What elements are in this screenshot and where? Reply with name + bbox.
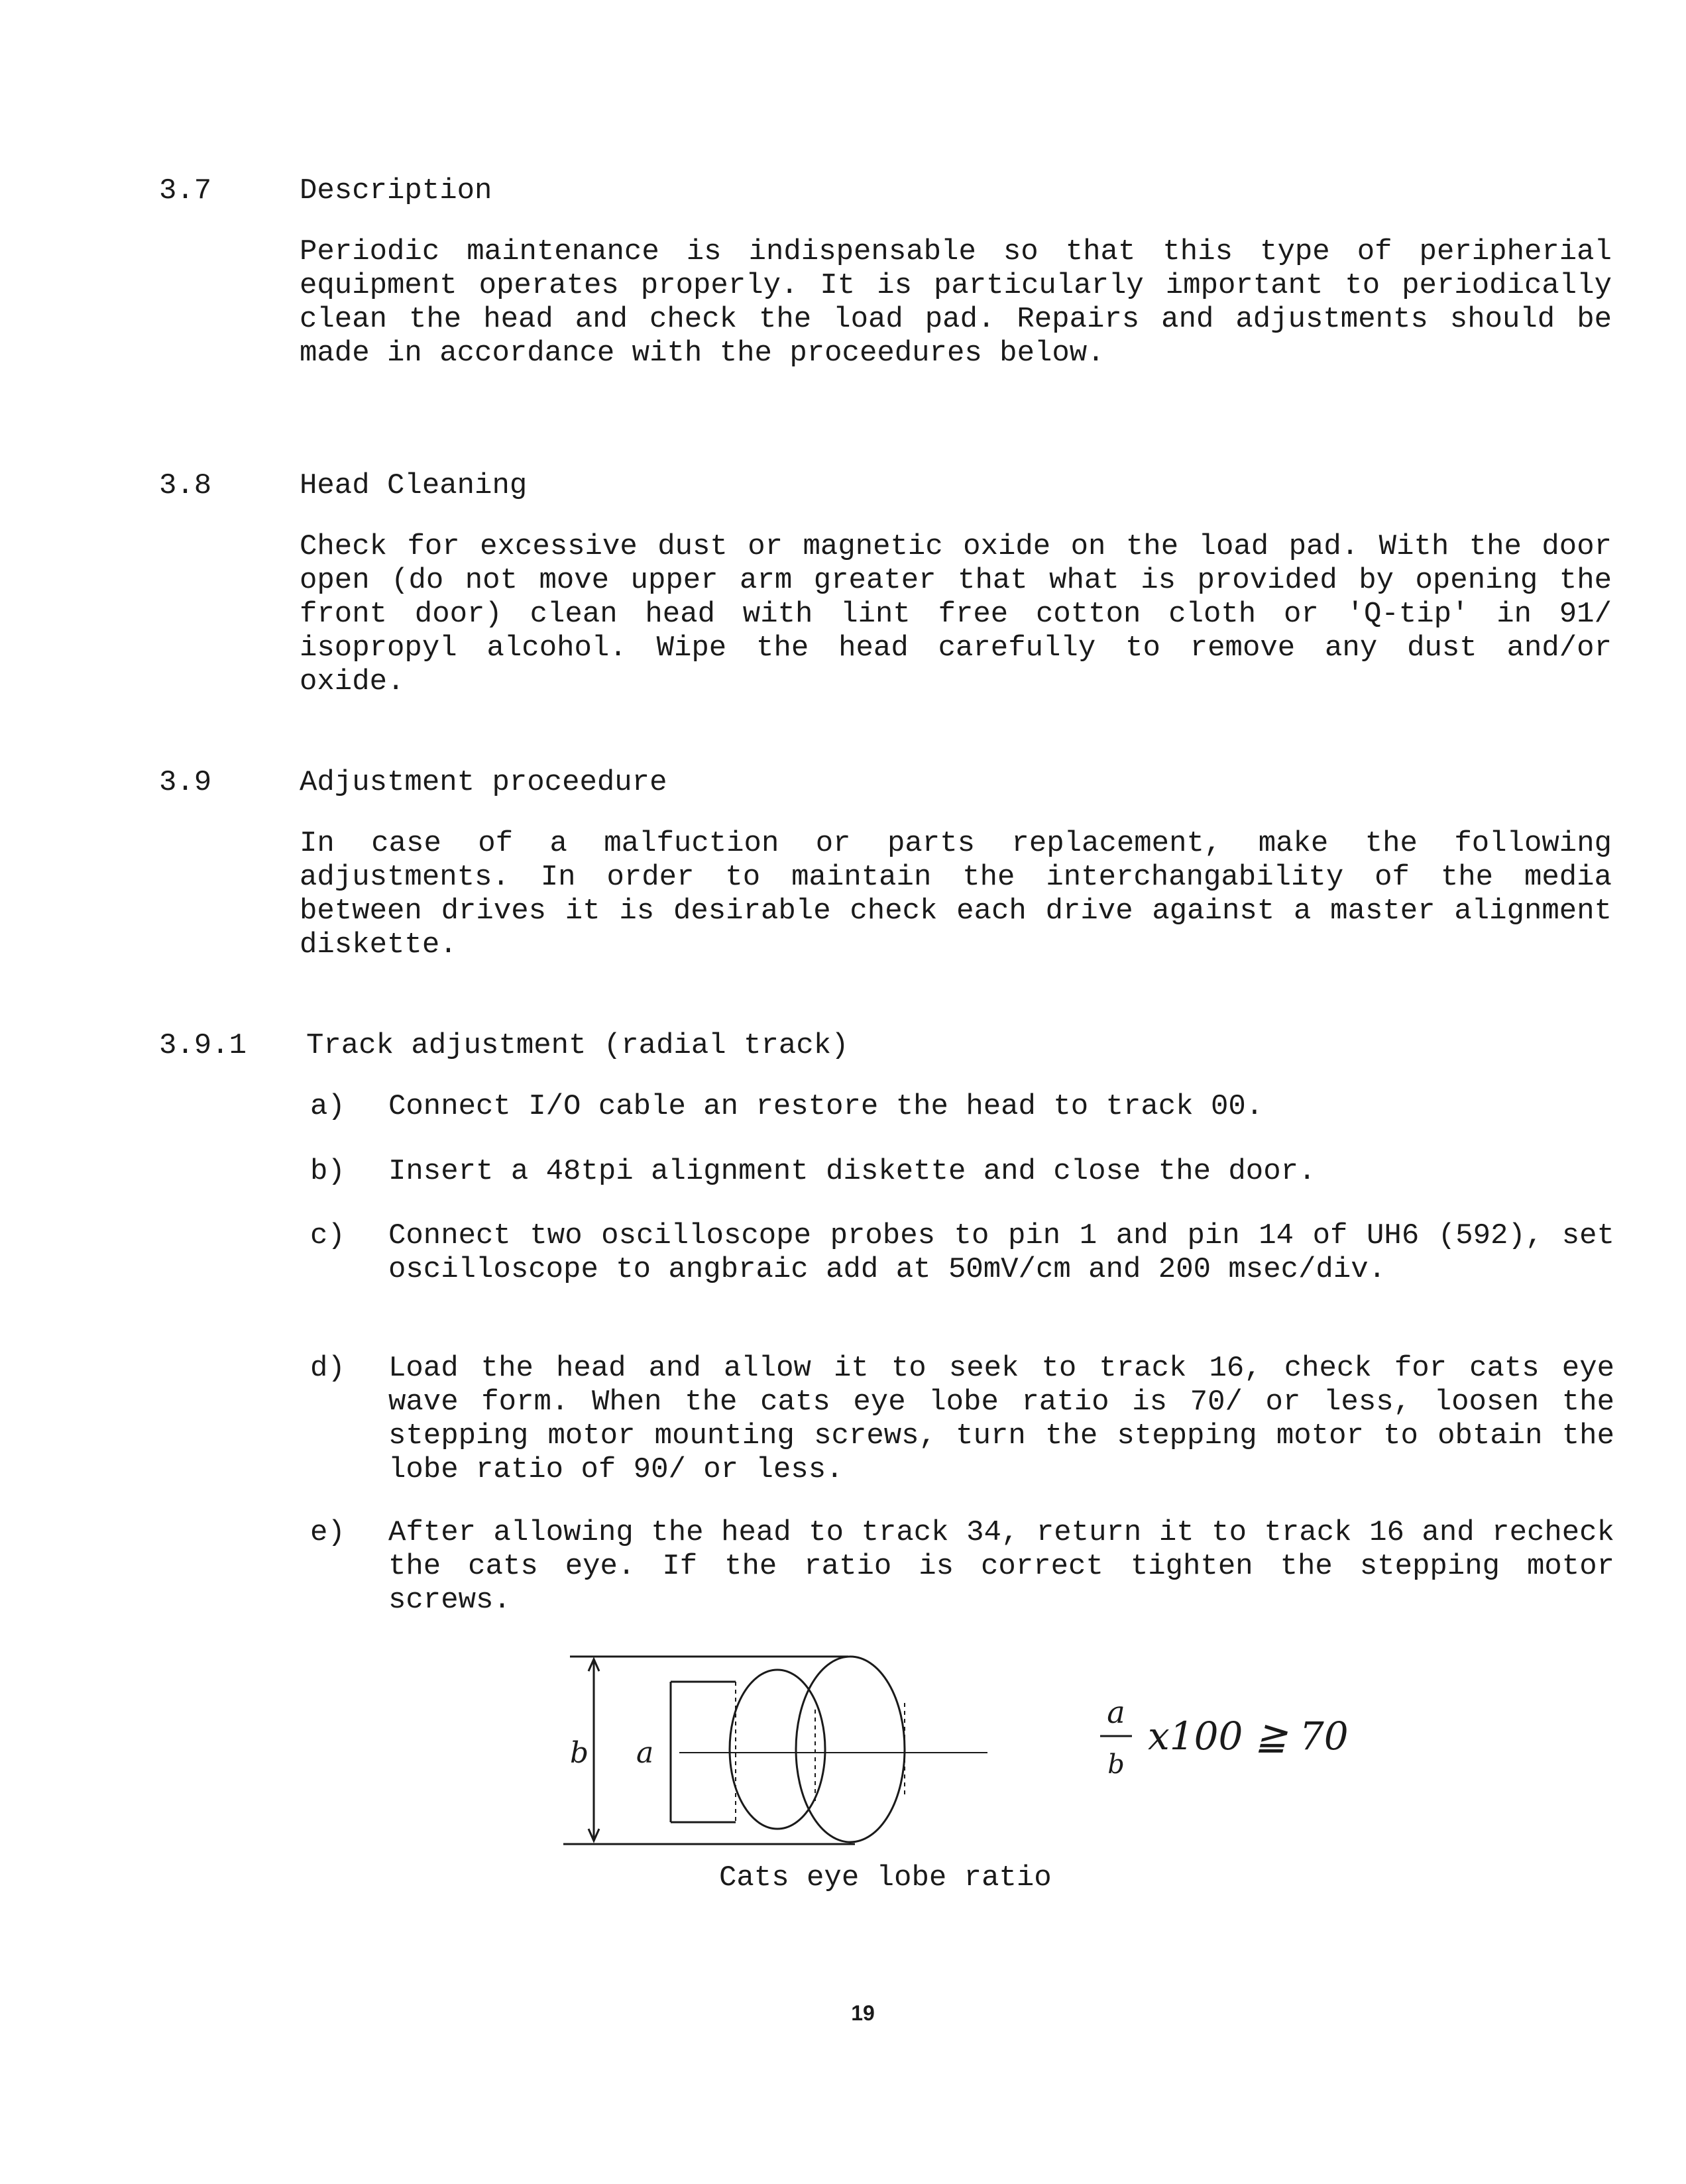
section-title-head-cleaning: Head Cleaning: [300, 469, 528, 502]
label-b: b: [570, 1736, 589, 1770]
lobe-ratio-formula: [1087, 1683, 1458, 1802]
section-number-3-8: 3.8: [159, 469, 212, 502]
step-text-e: After allowing the head to track 34, return it to track 16 and recheck the cats eye. If the ratio is correct tighten the stepping motor screws.: [388, 1516, 1614, 1617]
step-label-b: b): [310, 1155, 345, 1188]
cats-eye-lobe-right: [796, 1657, 905, 1842]
step-text-d: Load the head and allow it to seek to track 16, check for cats eye wave form. When the cats eye lobe ratio is 70/ or less, loosen the stepping motor mounting screws, turn the stepping motor to obtain the lobe ratio of 90/ or less.: [388, 1352, 1614, 1486]
step-label-e: e): [310, 1516, 345, 1549]
step-text-c: Connect two oscilloscope probes to pin 1 and pin 14 of UH6 (592), set oscilloscope to angbraic add at 50mV/cm and 200 msec/div.: [388, 1219, 1614, 1286]
section-title-track-adjustment: Track adjustment (radial track): [306, 1029, 849, 1062]
page-number: 19: [851, 2001, 875, 2025]
label-a: a: [636, 1736, 654, 1770]
formula-denominator: b: [1107, 1749, 1125, 1780]
figure-caption: Cats eye lobe ratio: [719, 1861, 1052, 1894]
section-number-3-9: 3.9: [159, 766, 212, 799]
section-body-adjustment: In case of a malfuction or parts replacement, make the following adjustments. In order to maintain the interchangability of the media between drives it is desirable check each drive against a master alignment diskette.: [300, 827, 1612, 961]
cats-eye-diagram: [543, 1630, 1007, 1855]
section-body-head-cleaning: Check for excessive dust or magnetic oxide on the load pad. With the door open (do not move upper arm greater that what is provided by opening the front door) clean head with lint free cotton cloth or 'Q-tip' in 91/ isopropyl alcohol. Wipe the head carefully to remove any dust and/or oxide.: [300, 530, 1612, 698]
step-label-a: a): [310, 1090, 345, 1123]
step-label-d: d): [310, 1352, 345, 1385]
cats-eye-lobe-left: [730, 1670, 825, 1829]
step-label-c: c): [310, 1219, 345, 1252]
formula-expression: x100 ≧ 70: [1148, 1714, 1349, 1759]
section-number-3-7: 3.7: [159, 174, 212, 207]
formula-numerator: a: [1107, 1694, 1125, 1730]
section-title-adjustment: Adjustment proceedure: [300, 766, 667, 799]
section-body-description: Periodic maintenance is indispensable so that this type of peripherial equipment operates properly. It is particularly important to periodically clean the head and check the load pad. Repairs and adjustments should be made in accordance with the proceedures below.: [300, 235, 1612, 370]
section-number-3-9-1: 3.9.1: [159, 1029, 247, 1062]
step-text-a: Connect I/O cable an restore the head to track 00.: [388, 1090, 1264, 1123]
section-title-description: Description: [300, 174, 492, 207]
step-text-b: Insert a 48tpi alignment diskette and close the door.: [388, 1155, 1316, 1188]
